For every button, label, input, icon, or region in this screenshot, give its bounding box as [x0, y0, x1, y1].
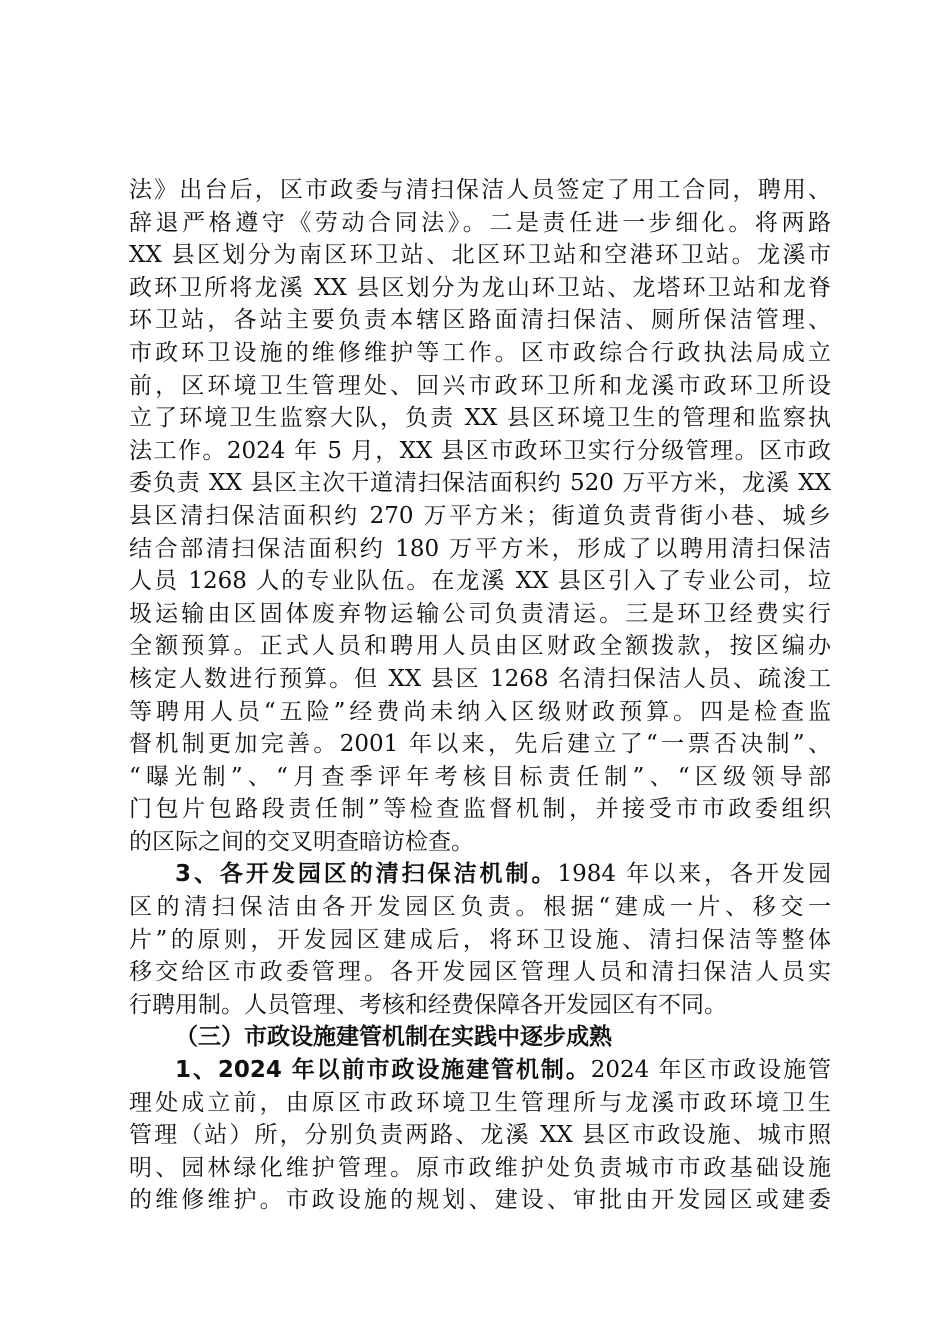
paragraph-text: 2024 年区市政设施管: [590, 1057, 831, 1084]
text-line: 辞退严格遵守《劳动合同法》。二是责任进一步细化。将两路: [129, 209, 831, 236]
text-line: 市政环卫设施的维修维护等工作。区市政综合行政执法局成立: [129, 339, 831, 366]
text-line: 明、园林绿化维护管理。原市政维护处负责城市市政基础设施: [129, 1154, 831, 1181]
text-line: 区的清扫保洁由各开发园区负责。根据“建成一片、移交一: [129, 894, 831, 921]
text-line: XX 县区划分为南区环卫站、北区环卫站和空港环卫站。龙溪市: [129, 242, 831, 269]
text-line: 全额预算。正式人员和聘用人员由区财政全额拨款，按区编办: [129, 633, 831, 660]
text-line: 督机制更加完善。2001 年以来，先后建立了“一票否决制”、: [129, 731, 831, 758]
text-line: 门包片包路段责任制”等检查监督机制，并接受市市政委组织: [129, 796, 831, 823]
text-line: 的区际之间的交叉明查暗访检查。: [129, 828, 474, 855]
text-line: 环卫站，各站主要负责本辖区路面清扫保洁、厕所保洁管理、: [129, 307, 831, 334]
text-line: 管理（站）所，分别负责两路、龙溪 XX 县区市政设施、城市照: [129, 1122, 831, 1149]
text-line: 委负责 XX 县区主次干道清扫保洁面积约 520 万平方米，龙溪 XX: [129, 470, 831, 497]
section-title: （三）市政设施建管机制在实践中逐步成熟: [175, 1024, 612, 1051]
text-line: “曝光制”、“月查季评年考核目标责任制”、“区级领导部: [129, 763, 831, 790]
text-line: 政环卫所将龙溪 XX 县区划分为龙山环卫站、龙塔环卫站和龙脊: [129, 274, 831, 301]
paragraph-heading: 3、各开发园区的清扫保洁机制。: [175, 861, 558, 888]
text-line: 人员 1268 人的专业队伍。在龙溪 XX 县区引入了专业公司，垃: [129, 568, 831, 595]
paragraph-first-line: [129, 858, 831, 891]
text-line: 法》出台后，区市政委与清扫保洁人员签定了用工合同，聘用、: [129, 177, 831, 203]
text-line: 前，区环境卫生管理处、回兴市政环卫所和龙溪市政环卫所设: [129, 372, 831, 399]
paragraph-heading: 1、2024 年以前市政设施建管机制。: [175, 1057, 591, 1084]
paragraph-text: 1984 年以来，各开发园: [557, 861, 831, 888]
text-line: 行聘用制。人员管理、考核和经费保障各开发园区有不同。: [129, 991, 727, 1018]
text-line: 结合部清扫保洁面积约 180 万平方米，形成了以聘用清扫保洁: [129, 535, 831, 562]
paragraph-sanitation-reform: [129, 174, 831, 1217]
text-line: 县区清扫保洁面积约 270 万平方米；街道负责背街小巷、城乡: [129, 502, 831, 529]
text-line: 等聘用人员“五险”经费尚未纳入区级财政预算。四是检查监: [129, 698, 831, 725]
paragraph-first-line: [129, 1054, 831, 1087]
text-line: 法工作。2024 年 5 月，XX 县区市政环卫实行分级管理。区市政: [129, 437, 831, 464]
text-line: 理处成立前，由原区市政环境卫生管理所与龙溪市政环境卫生: [129, 1089, 831, 1116]
text-line: 片”的原则，开发园区建成后，将环卫设施、清扫保洁等整体: [129, 926, 831, 953]
text-line: 的维修维护。市政设施的规划、建设、审批由开发园区或建委: [129, 1187, 831, 1214]
text-line: 核定人数进行预算。但 XX 县区 1268 名清扫保洁人员、疏浚工: [129, 665, 831, 692]
text-line: 立了环境卫生监察大队，负责 XX 县区环境卫生的管理和监察执: [129, 405, 831, 432]
text-line: 圾运输由区固体废弃物运输公司负责清运。三是环卫经费实行: [129, 600, 831, 627]
text-line: 移交给区市政委管理。各开发园区管理人员和清扫保洁人员实: [129, 959, 831, 986]
